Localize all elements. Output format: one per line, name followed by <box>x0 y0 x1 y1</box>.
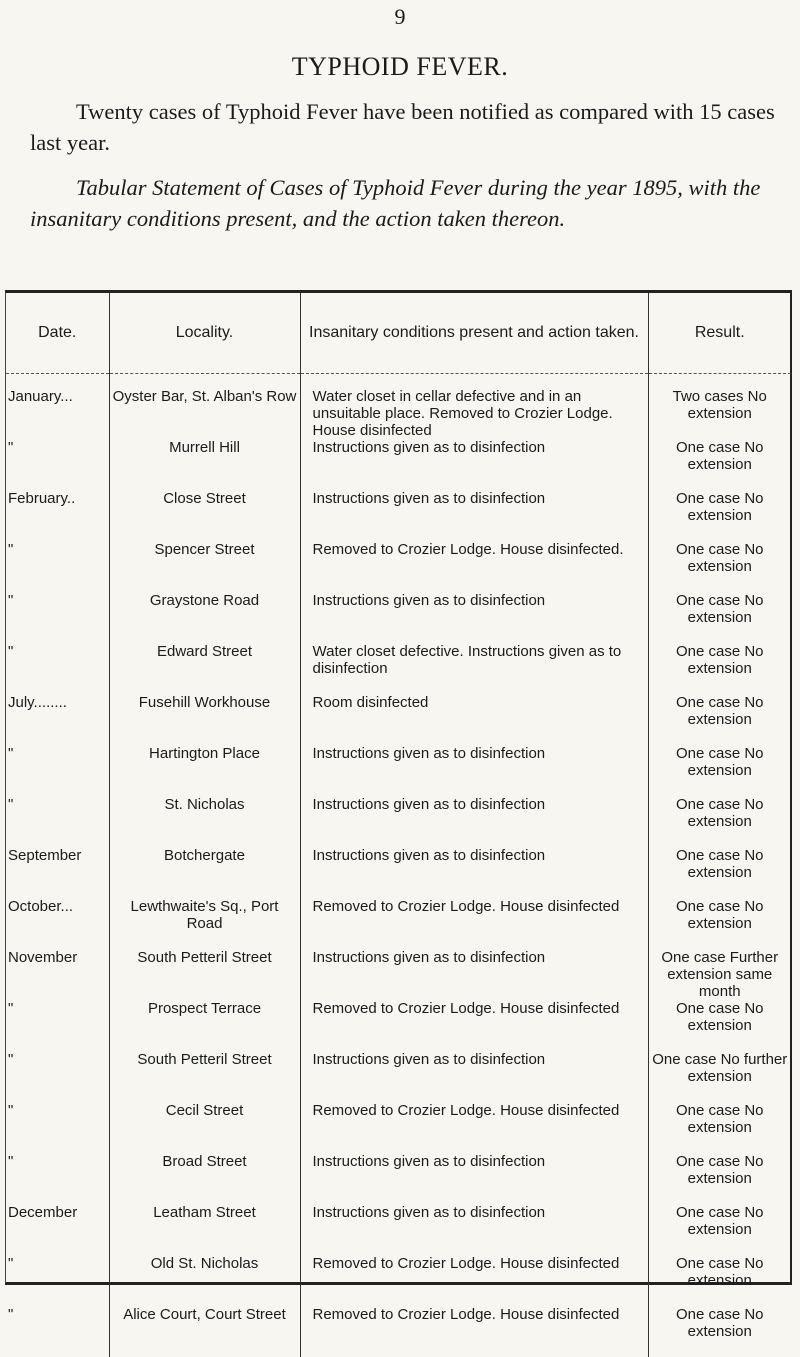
conditions-cell: Water closet defective. Instructions given as to disinfection <box>300 643 648 694</box>
locality-cell: Oyster Bar, St. Alban's Row <box>109 388 300 439</box>
table-row <box>6 1000 791 1051</box>
date-cell: " <box>6 796 109 847</box>
result-cell: One case No extension <box>648 1255 791 1306</box>
table-row <box>6 490 791 541</box>
page-number: 9 <box>0 4 800 30</box>
table-row <box>6 745 791 796</box>
date-cell: " <box>6 745 109 796</box>
result-cell: One case No extension <box>648 1306 791 1357</box>
locality-cell: Botchergate <box>109 847 300 898</box>
table-row <box>6 592 791 643</box>
date-cell: " <box>6 592 109 643</box>
header-date: Date. <box>6 293 109 374</box>
conditions-cell: Instructions given as to disinfection <box>300 1153 648 1204</box>
conditions-cell: Instructions given as to disinfection <box>300 847 648 898</box>
table-header-row <box>6 293 791 374</box>
table-row <box>6 1153 791 1204</box>
conditions-cell: Instructions given as to disinfection <box>300 1204 648 1255</box>
result-cell: One case No extension <box>648 796 791 847</box>
conditions-cell: Removed to Crozier Lodge. House disinfected <box>300 1000 648 1051</box>
locality-cell: Close Street <box>109 490 300 541</box>
result-cell: One case No extension <box>648 694 791 745</box>
table-row <box>6 1051 791 1102</box>
date-cell: " <box>6 439 109 490</box>
conditions-cell: Instructions given as to disinfection <box>300 949 648 1000</box>
table-row <box>6 1306 791 1357</box>
conditions-cell: Water closet in cellar defective and in an unsuitable place. Removed to Crozier Lodge. House disinfected <box>300 388 648 439</box>
page-title: TYPHOID FEVER. <box>0 52 800 82</box>
conditions-cell: Removed to Crozier Lodge. House disinfected <box>300 1255 648 1306</box>
locality-cell: Fusehill Workhouse <box>109 694 300 745</box>
result-cell: One case No extension <box>648 592 791 643</box>
table-row <box>6 541 791 592</box>
date-cell: " <box>6 1000 109 1051</box>
conditions-cell: Instructions given as to disinfection <box>300 1051 648 1102</box>
locality-cell: South Petteril Street <box>109 1051 300 1102</box>
date-cell: " <box>6 541 109 592</box>
header-locality: Locality. <box>109 293 300 374</box>
result-cell: One case Further extension same month <box>648 949 791 1000</box>
date-cell: July........ <box>6 694 109 745</box>
date-cell: " <box>6 1306 109 1357</box>
locality-cell: South Petteril Street <box>109 949 300 1000</box>
result-cell: One case No extension <box>648 1000 791 1051</box>
locality-cell: Murrell Hill <box>109 439 300 490</box>
header-result: Result. <box>648 293 791 374</box>
table-row <box>6 694 791 745</box>
result-cell: One case No extension <box>648 847 791 898</box>
result-cell: One case No extension <box>648 541 791 592</box>
table-row <box>6 796 791 847</box>
result-cell: Two cases No extension <box>648 388 791 439</box>
table-row <box>6 388 791 439</box>
typhoid-cases-table <box>5 290 792 1285</box>
result-cell: One case No further extension <box>648 1051 791 1102</box>
table-row <box>6 1102 791 1153</box>
result-cell: One case No extension <box>648 490 791 541</box>
locality-cell: Cecil Street <box>109 1102 300 1153</box>
conditions-cell: Instructions given as to disinfection <box>300 439 648 490</box>
locality-cell: Leatham Street <box>109 1204 300 1255</box>
conditions-cell: Room disinfected <box>300 694 648 745</box>
result-cell: One case No extension <box>648 643 791 694</box>
locality-cell: Lewthwaite's Sq., Port Road <box>109 898 300 949</box>
date-cell: February.. <box>6 490 109 541</box>
result-cell: One case No extension <box>648 439 791 490</box>
table-row <box>6 898 791 949</box>
table-body <box>6 374 791 1357</box>
header-conditions: Insanitary conditions present and action taken. <box>300 293 648 374</box>
conditions-cell: Removed to Crozier Lodge. House disinfected <box>300 1306 648 1357</box>
date-cell: September <box>6 847 109 898</box>
conditions-cell: Instructions given as to disinfection <box>300 796 648 847</box>
date-cell: " <box>6 1051 109 1102</box>
table-row <box>6 949 791 1000</box>
result-cell: One case No extension <box>648 745 791 796</box>
table-caption: Tabular Statement of Cases of Typhoid Fever during the year 1895, with the insanitary conditions present, and the action taken thereon. <box>30 172 775 234</box>
table-row <box>6 1204 791 1255</box>
table-row <box>6 847 791 898</box>
table-row <box>6 439 791 490</box>
locality-cell: Old St. Nicholas <box>109 1255 300 1306</box>
conditions-cell: Instructions given as to disinfection <box>300 592 648 643</box>
conditions-cell: Removed to Crozier Lodge. House disinfected <box>300 1102 648 1153</box>
date-cell: " <box>6 1153 109 1204</box>
date-cell: " <box>6 643 109 694</box>
table-row <box>6 1255 791 1306</box>
result-cell: One case No extension <box>648 1204 791 1255</box>
locality-cell: Graystone Road <box>109 592 300 643</box>
intro-paragraph: Twenty cases of Typhoid Fever have been notified as compared with 15 cases last year. <box>30 96 775 158</box>
locality-cell: Spencer Street <box>109 541 300 592</box>
locality-cell: Broad Street <box>109 1153 300 1204</box>
locality-cell: St. Nicholas <box>109 796 300 847</box>
date-cell: January... <box>6 388 109 439</box>
date-cell: " <box>6 1102 109 1153</box>
result-cell: One case No extension <box>648 1153 791 1204</box>
result-cell: One case No extension <box>648 898 791 949</box>
date-cell: December <box>6 1204 109 1255</box>
conditions-cell: Instructions given as to disinfection <box>300 490 648 541</box>
table-row <box>6 643 791 694</box>
conditions-cell: Instructions given as to disinfection <box>300 745 648 796</box>
conditions-cell: Removed to Crozier Lodge. House disinfected <box>300 898 648 949</box>
locality-cell: Edward Street <box>109 643 300 694</box>
conditions-cell: Removed to Crozier Lodge. House disinfected. <box>300 541 648 592</box>
locality-cell: Hartington Place <box>109 745 300 796</box>
result-cell: One case No extension <box>648 1102 791 1153</box>
locality-cell: Prospect Terrace <box>109 1000 300 1051</box>
date-cell: October... <box>6 898 109 949</box>
date-cell: November <box>6 949 109 1000</box>
locality-cell: Alice Court, Court Street <box>109 1306 300 1357</box>
date-cell: " <box>6 1255 109 1306</box>
